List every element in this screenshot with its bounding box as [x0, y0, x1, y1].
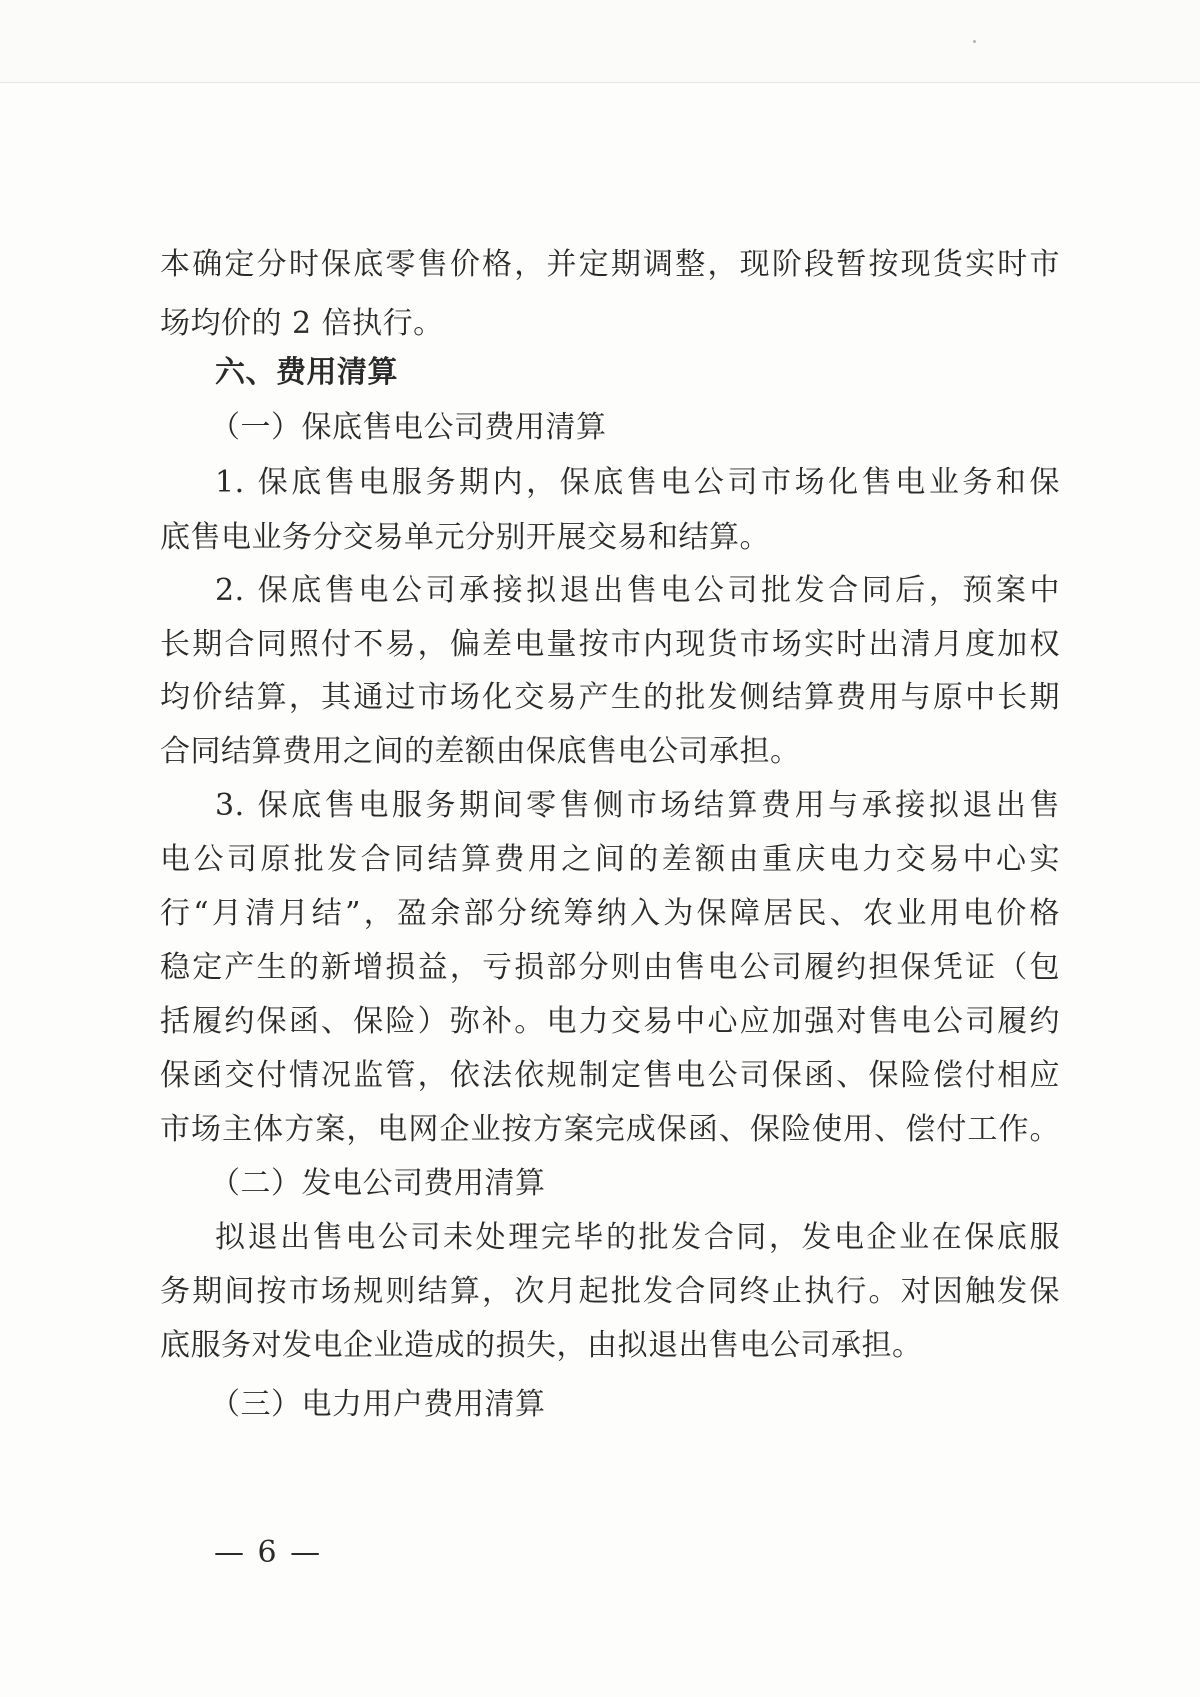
- text-line: 稳定产生的新增损益，亏损部分则由售电公司履约担保凭证（包: [160, 950, 1060, 985]
- text-line: 场均价的 2 倍执行。: [160, 306, 444, 341]
- text-line: 括履约保函、保险）弥补。电力交易中心应加强对售电公司履约: [160, 1004, 1060, 1039]
- subsection-heading: （二）发电公司费用清算: [210, 1166, 546, 1201]
- text-line: 长期合同照付不易，偏差电量按市内现货市场实时出清月度加权: [160, 627, 1060, 662]
- text-line: 电公司原批发合同结算费用之间的差额由重庆电力交易中心实: [160, 842, 1060, 877]
- text-line: 市场主体方案，电网企业按方案完成保函、保险使用、偿付工作。: [160, 1112, 1060, 1147]
- text-line: 本确定分时保底零售价格，并定期调整，现阶段暂按现货实时市: [160, 247, 1060, 282]
- page-number: — 6 —: [214, 1535, 323, 1570]
- subsection-heading: （一）保底售电公司费用清算: [210, 410, 607, 445]
- text-line: 底服务对发电企业造成的损失，由拟退出售电公司承担。: [160, 1328, 923, 1363]
- text-line: 1. 保底售电服务期内，保底售电公司市场化售电业务和保: [215, 465, 1060, 500]
- text-line: 务期间按市场规则结算，次月起批发合同终止执行。对因触发保: [160, 1274, 1060, 1309]
- text-line: 行“月清月结”，盈余部分统筹纳入为保障居民、农业用电价格: [160, 896, 1060, 931]
- text-line: 保函交付情况监管，依法依规制定售电公司保函、保险偿付相应: [160, 1058, 1060, 1093]
- text-line: 均价结算，其通过市场化交易产生的批发侧结算费用与原中长期: [160, 680, 1060, 715]
- text-line: 合同结算费用之间的差额由保底售电公司承担。: [160, 734, 801, 769]
- section-heading: 六、费用清算: [215, 355, 398, 390]
- text-line: 3. 保底售电服务期间零售侧市场结算费用与承接拟退出售: [215, 788, 1060, 823]
- scan-dot: [973, 40, 976, 43]
- text-line: 底售电业务分交易单元分别开展交易和结算。: [160, 520, 770, 555]
- text-line: 拟退出售电公司未处理完毕的批发合同，发电企业在保底服: [215, 1220, 1060, 1255]
- subsection-heading: （三）电力用户费用清算: [210, 1387, 546, 1422]
- page-top-margin: [0, 0, 1200, 83]
- text-line: 2. 保底售电公司承接拟退出售电公司批发合同后，预案中: [215, 573, 1060, 608]
